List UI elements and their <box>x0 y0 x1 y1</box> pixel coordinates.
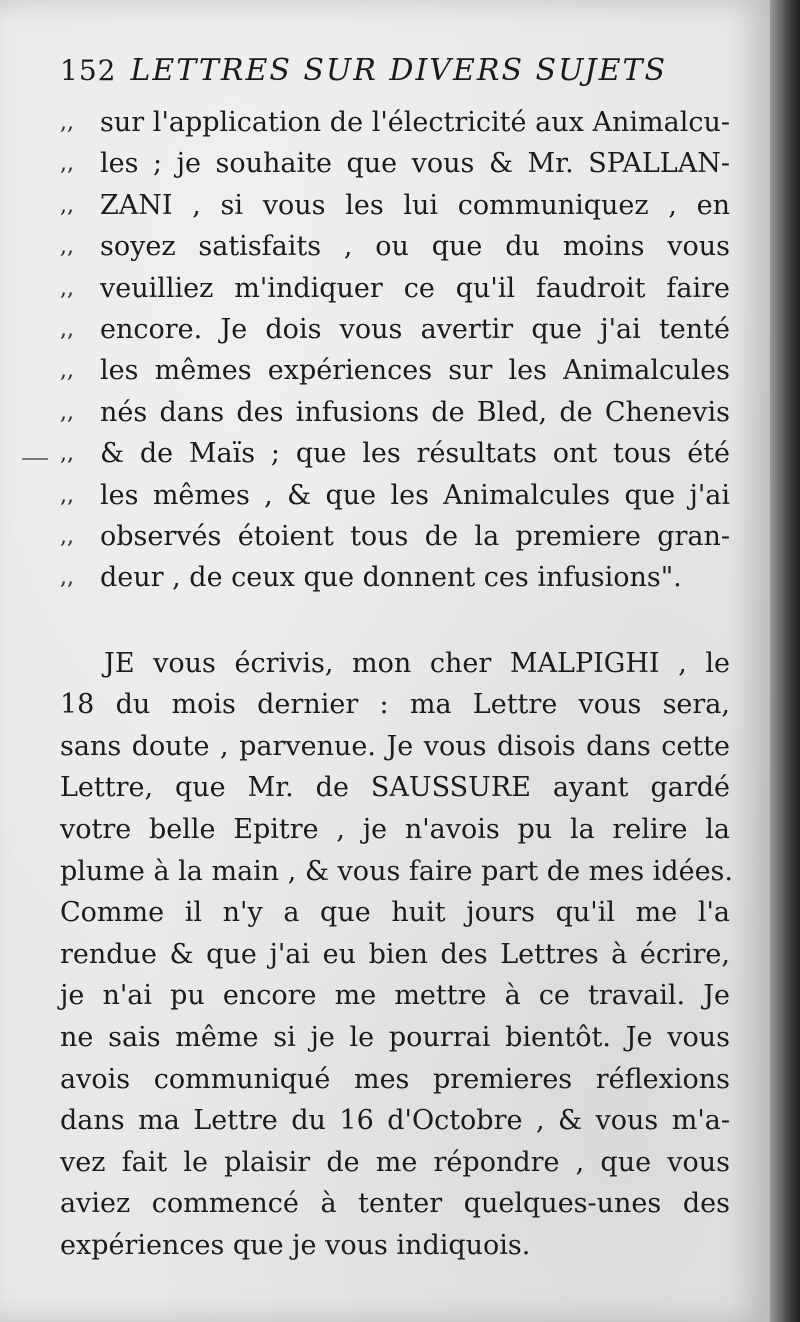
quote-line <box>60 516 730 557</box>
paragraph-gap <box>60 599 730 643</box>
quote-line <box>60 185 730 226</box>
body-line: expériences que je vous indiquois. <box>60 1230 531 1261</box>
quote-line-text: observés étoient tous de la premiere gran- <box>100 520 730 552</box>
quote-line <box>60 143 730 184</box>
quotation-mark: ,, <box>60 399 74 425</box>
quotation-mark: ,, <box>60 565 74 591</box>
running-title: LETTRES SUR DIVERS SUJETS <box>130 53 668 88</box>
quotation-mark: ,, <box>60 192 74 218</box>
quote-line-text: encore. Je dois vous avertir que j'ai tenté <box>100 313 730 345</box>
quotation-mark: ,, <box>60 523 74 549</box>
body-line: je n'ai pu encore me mettre à ce travail. Je <box>60 980 730 1012</box>
quote-line-text: les mêmes , & que les Animalcules que j'ai <box>100 479 730 511</box>
body-line: 18 du mois dernier : ma Lettre vous sera, <box>60 689 730 721</box>
body-line: aviez commencé à tenter quelques-unes des <box>60 1188 730 1220</box>
quote-line-text: sur l'application de l'électricité aux Animalcu- <box>100 107 730 138</box>
body-line: vez fait le plaisir de me répondre , que vous <box>60 1146 730 1178</box>
body-line: dans ma Lettre du 16 d'Octobre , & vous m'a- <box>60 1105 730 1137</box>
quotation-mark: ,, <box>60 275 74 301</box>
quotation-mark: ,, <box>60 151 74 177</box>
quote-line <box>60 557 730 598</box>
page-text-block <box>60 40 733 1267</box>
quote-line-text: deur , de ceux que donnent ces infusions". <box>100 562 682 594</box>
body-line: votre belle Epitre , je n'avois pu la relire la <box>60 814 730 846</box>
quoted-passage <box>60 102 730 599</box>
quote-line-text: ZANI , si vous les lui communiquez , en <box>100 189 730 221</box>
page-number: 152 <box>60 54 117 87</box>
quotation-mark: ,, <box>60 482 74 508</box>
quote-line <box>60 475 730 516</box>
body-line: JE vous écrivis, mon cher MALPIGHI , le <box>104 647 730 679</box>
margin-mark <box>22 458 48 460</box>
quote-line-text: soyez satisfaits , ou que du moins vous <box>100 231 730 263</box>
quotation-mark: ,, <box>60 441 74 467</box>
body-line: plume à la main , & vous faire part de mes idées. <box>60 855 733 887</box>
running-header <box>60 40 730 102</box>
body-line: avois communiqué mes premieres réflexions <box>60 1063 730 1095</box>
quote-line <box>60 268 730 309</box>
quote-line <box>60 102 730 143</box>
body-paragraph <box>60 643 733 1267</box>
quote-line <box>60 309 730 350</box>
quotation-mark: ,, <box>60 358 74 384</box>
body-line: Lettre, que Mr. de SAUSSURE ayant gardé <box>60 772 730 804</box>
quote-line <box>60 392 730 433</box>
quote-line-text: les ; je souhaite que vous & Mr. SPALLAN- <box>100 148 730 180</box>
quotation-mark: ,, <box>60 110 74 135</box>
page-edge-shadow <box>770 0 800 1322</box>
quote-line-text: veuilliez m'indiquer ce qu'il faudroit faire <box>100 272 730 304</box>
quote-line <box>60 433 730 474</box>
quotation-mark: ,, <box>60 316 74 342</box>
quote-line-text: nés dans des infusions de Bled, de Chenevis <box>100 396 730 428</box>
quotation-mark: ,, <box>60 234 74 260</box>
body-line: sans doute , parvenue. Je vous disois dans cette <box>60 730 730 762</box>
quote-line <box>60 226 730 267</box>
body-line: ne sais même si je le pourrai bientôt. Je vous <box>60 1022 730 1054</box>
quote-line-text: les mêmes expériences sur les Animalcules <box>100 355 730 387</box>
body-line: rendue & que j'ai eu bien des Lettres à écrire, <box>60 938 730 970</box>
quote-line <box>60 350 730 391</box>
body-line: Comme il n'y a que huit jours qu'il me l'a <box>60 897 730 929</box>
quote-line-text: & de Maïs ; que les résultats ont tous été <box>100 438 730 470</box>
